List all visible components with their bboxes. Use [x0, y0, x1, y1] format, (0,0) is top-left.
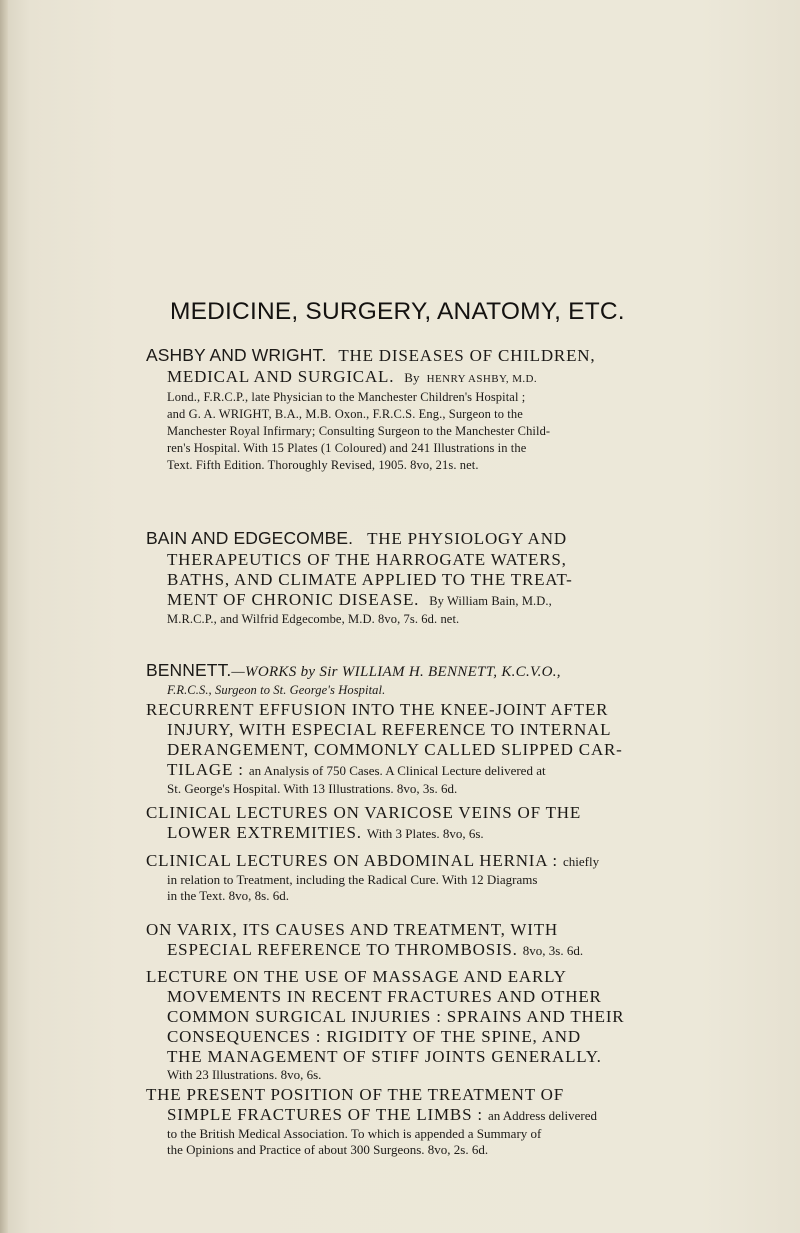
work-title: THE PRESENT POSITION OF THE TREATMENT OF [146, 1085, 564, 1104]
page-heading: MEDICINE, SURGERY, ANATOMY, ETC. [170, 298, 625, 325]
binding-edge [0, 0, 8, 1233]
work-title: CONSEQUENCES : RIGIDITY OF THE SPINE, AND [167, 1027, 581, 1046]
work-description: in relation to Treatment, including the Radical Cure. With 12 Diagrams [167, 872, 538, 887]
work-massage [146, 967, 786, 1083]
entry-by: By [404, 370, 420, 385]
bennett-works-line: —WORKS by Sir WILLIAM H. BENNETT, K.C.V.O., [231, 664, 561, 680]
entry-bain-edgecombe [146, 528, 776, 628]
work-inline-desc: an Address delivered [487, 1108, 597, 1123]
work-title: INJURY, WITH ESPECIAL REFERENCE TO INTERNAL [167, 720, 612, 739]
work-varicose-veins [146, 803, 786, 844]
work-title: THE MANAGEMENT OF STIFF JOINTS GENERALLY. [167, 1047, 602, 1066]
work-title: SIMPLE FRACTURES OF THE LIMBS : [167, 1105, 483, 1124]
entry-byname: HENRY ASHBY, M.D. [426, 373, 538, 385]
entry-ashby-wright [146, 345, 776, 474]
work-description: in the Text. 8vo, 8s. 6d. [167, 888, 289, 903]
entry-title: THE DISEASES OF CHILDREN, [338, 346, 596, 365]
entry-byline: By William Bain, M.D., [429, 594, 552, 608]
work-inline-desc: an Analysis of 750 Cases. A Clinical Lecture delivered at [248, 763, 546, 778]
entry-description: M.R.C.P., and Wilfrid Edgecombe, M.D. 8vo, 7s. 6d. net. [167, 612, 460, 626]
work-description: With 23 Illustrations. 8vo, 6s. [167, 1067, 322, 1082]
entry-description: Text. Fifth Edition. Thoroughly Revised, 1905. 8vo, 21s. net. [167, 458, 479, 472]
entry-author: BAIN AND EDGECOMBE. [146, 528, 354, 548]
work-title: ESPECIAL REFERENCE TO THROMBOSIS. [167, 940, 518, 959]
work-title: COMMON SURGICAL INJURIES : SPRAINS AND THEIR [167, 1007, 625, 1026]
work-description: the Opinions and Practice of about 300 Surgeons. 8vo, 2s. 6d. [167, 1142, 489, 1157]
entry-author: ASHBY AND WRIGHT. [146, 345, 327, 365]
work-abdominal-hernia [146, 851, 786, 904]
work-inline-desc: chiefly [563, 854, 600, 869]
entry-author: BENNETT. [146, 660, 232, 680]
entry-description: Manchester Royal Infirmary; Consulting Surgeon to the Manchester Child- [167, 424, 551, 438]
work-varix [146, 920, 786, 961]
bennett-position: F.R.C.S., Surgeon to St. George's Hospital. [167, 683, 386, 697]
entry-title: MEDICAL AND SURGICAL. [167, 367, 395, 386]
work-description: to the British Medical Association. To which is appended a Summary of [167, 1126, 542, 1141]
work-description: St. George's Hospital. With 13 Illustrations. 8vo, 3s. 6d. [167, 781, 458, 796]
entry-title: MENT OF CHRONIC DISEASE. [167, 590, 420, 609]
work-title: LOWER EXTREMITIES. [167, 823, 362, 842]
work-recurrent-effusion [146, 700, 786, 797]
entry-description: and G. A. WRIGHT, B.A., M.B. Oxon., F.R.C.S. Eng., Surgeon to the [167, 407, 523, 421]
work-title: CLINICAL LECTURES ON VARICOSE VEINS OF THE [146, 803, 582, 822]
work-title: LECTURE ON THE USE OF MASSAGE AND EARLY [146, 967, 567, 986]
work-title: MOVEMENTS IN RECENT FRACTURES AND OTHER [167, 987, 602, 1006]
work-title: ON VARIX, ITS CAUSES AND TREATMENT, WITH [146, 920, 559, 939]
entry-title: THERAPEUTICS OF THE HARROGATE WATERS, [167, 550, 567, 569]
work-title: RECURRENT EFFUSION INTO THE KNEE-JOINT AFTER [146, 700, 609, 719]
work-simple-fractures [146, 1085, 786, 1158]
work-title: DERANGEMENT, COMMONLY CALLED SLIPPED CAR- [167, 740, 623, 759]
work-inline-desc: With 3 Plates. 8vo, 6s. [366, 826, 484, 841]
entry-description: ren's Hospital. With 15 Plates (1 Coloured) and 241 Illustrations in the [167, 441, 527, 455]
entry-title: THE PHYSIOLOGY AND [367, 529, 567, 548]
entry-description: Lond., F.R.C.P., late Physician to the Manchester Children's Hospital ; [167, 390, 526, 404]
work-title: CLINICAL LECTURES ON ABDOMINAL HERNIA : [146, 851, 558, 870]
entry-title: BATHS, AND CLIMATE APPLIED TO THE TREAT- [167, 570, 573, 589]
entry-bennett [146, 660, 776, 699]
work-inline-desc: 8vo, 3s. 6d. [522, 943, 584, 958]
work-title: TILAGE : [167, 760, 244, 779]
